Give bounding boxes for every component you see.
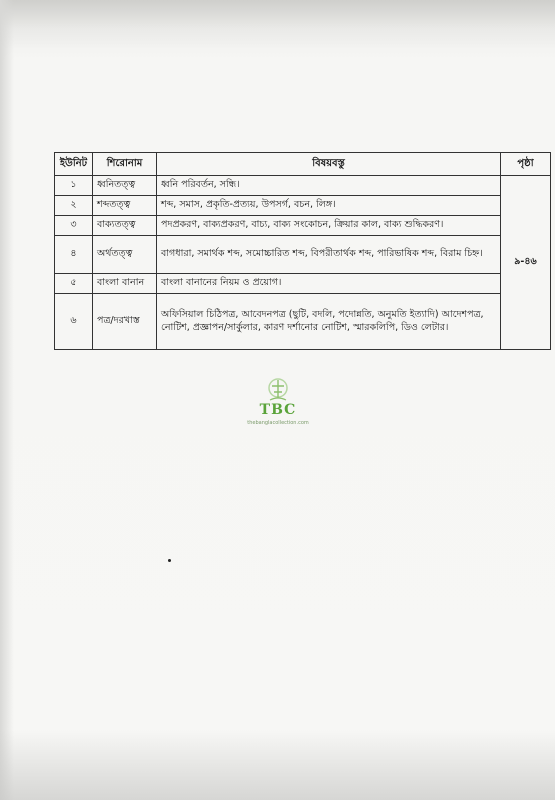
unit-title: বাংলা বানান — [93, 274, 157, 294]
page-left-shadow — [0, 0, 14, 800]
unit-number: ১ — [55, 176, 93, 196]
unit-number: ৩ — [55, 216, 93, 236]
watermark-logo — [246, 376, 310, 432]
watermark-text: TBC — [259, 402, 297, 418]
header-content: বিষয়বস্তু — [157, 153, 501, 176]
header-page: পৃষ্ঠা — [501, 153, 551, 176]
unit-title: ধ্বনিতত্ত্ব — [93, 176, 157, 196]
unit-number: ৪ — [55, 236, 93, 274]
table-header-row — [55, 153, 551, 176]
unit-content: বাগধারা, সমার্থক শব্দ, সমোচ্চারিত শব্দ, বিপরীতার্থক শব্দ, পারিভাষিক শব্দ, বিরাম চিহ্ন। — [157, 236, 501, 274]
table-row — [55, 196, 551, 216]
unit-content: অফিসিয়াল চিঠিপত্র, আবেদনপত্র (ছুটি, বদলি, পদোন্নতি, অনুমতি ইত্যাদি) আদেশপত্র, নোটিশ, প্রজ্ঞাপন/সার্কুলার, কারণ দর্শানোর নোটিশ, স্মারকলিপি, ডিও লেটার। — [157, 294, 501, 350]
watermark-subtext: thebanglacollection.com — [247, 420, 309, 426]
header-unit: ইউনিট — [55, 153, 93, 176]
page-bottom-shadow — [0, 730, 555, 800]
unit-content: বাংলা বানানের নিয়ম ও প্রয়োগ। — [157, 274, 501, 294]
page-range: ৯-৪৬ — [501, 176, 551, 350]
table-row — [55, 176, 551, 196]
unit-content: শব্দ, সমাস, প্রকৃতি-প্রত্যয়, উপসর্গ, বচন, লিঙ্গ। — [157, 196, 501, 216]
unit-number: ২ — [55, 196, 93, 216]
unit-title: বাক্যতত্ত্ব — [93, 216, 157, 236]
unit-title: শব্দতত্ত্ব — [93, 196, 157, 216]
table-row — [55, 274, 551, 294]
unit-number: ৫ — [55, 274, 93, 294]
table-row — [55, 294, 551, 350]
table-row — [55, 216, 551, 236]
table-row — [55, 236, 551, 274]
header-title: শিরোনাম — [93, 153, 157, 176]
unit-title: পত্র/দরখাস্ত — [93, 294, 157, 350]
unit-number: ৬ — [55, 294, 93, 350]
unit-title: অর্থতত্ত্ব — [93, 236, 157, 274]
syllabus-table — [54, 152, 551, 350]
unit-content: পদপ্রকরণ, বাক্যপ্রকরণ, বাচ্য, বাক্য সংকোচন, ক্রিয়ার কাল, বাক্য শুদ্ধিকরণ। — [157, 216, 501, 236]
page-top-shadow — [0, 0, 555, 48]
ink-speck — [168, 559, 171, 562]
unit-content: ধ্বনি পরিবর্তন, সন্ধি। — [157, 176, 501, 196]
